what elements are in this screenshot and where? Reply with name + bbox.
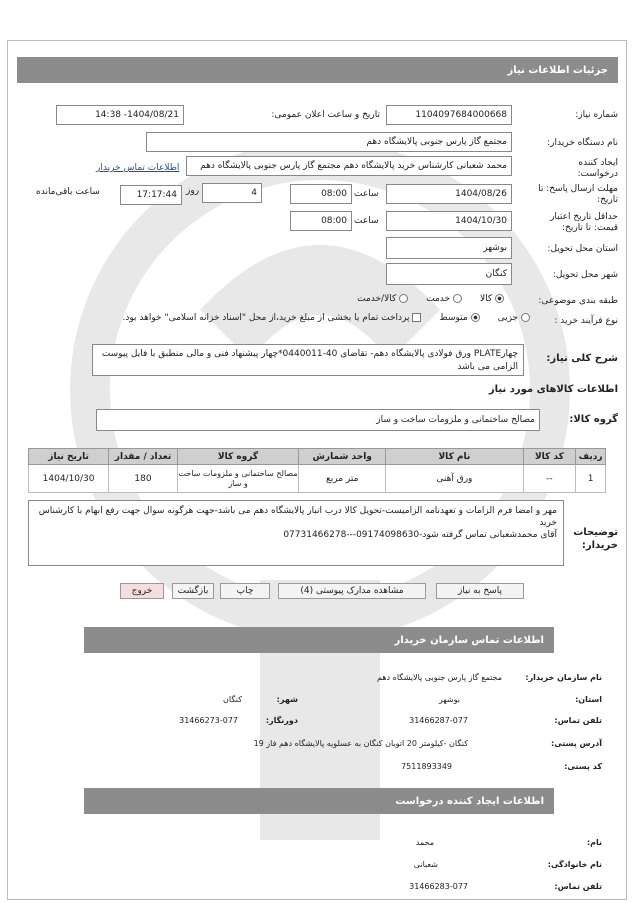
contact-fax-value: 31466273-077 <box>179 716 238 725</box>
col-date: تاریخ نیاز <box>29 449 109 465</box>
process-label: نوع فرآیند خرید : <box>554 316 618 326</box>
notes-label: توضیحات خریدار: <box>573 527 618 551</box>
checkbox-icon <box>412 313 421 322</box>
summary-label: شرح کلی نیاز: <box>546 353 618 364</box>
buyer-contact-link[interactable]: اطلاعات تماس خریدار <box>96 163 180 173</box>
contact-address-label: آدرس پستی: <box>551 739 602 748</box>
table-row[interactable] <box>29 465 606 493</box>
announce-label: تاریخ و ساعت اعلان عمومی: <box>271 110 380 120</box>
print-button[interactable]: چاپ <box>220 583 270 599</box>
remaining-label: ساعت باقی‌مانده <box>36 187 100 197</box>
attachments-button[interactable]: مشاهده مدارک پیوستی (4) <box>278 583 426 599</box>
validity-time-field[interactable]: 08:00 <box>290 211 352 231</box>
cell-group: مصالح ساختمانی و ملزومات ساخت و ساز <box>177 465 298 493</box>
creator-phone-label: تلفن تماس: <box>554 882 602 891</box>
col-quantity: تعداد / مقدار <box>109 449 178 465</box>
deadline-time-label: ساعت <box>354 189 379 199</box>
page-header <box>17 57 618 83</box>
contact-org-label: نام سازمان خریدار: <box>525 673 602 682</box>
exit-button[interactable]: خروج <box>120 583 164 599</box>
contact-fax-label: دورنگار: <box>265 716 298 725</box>
cell-date: 1404/10/30 <box>29 465 109 493</box>
contact-title: اطلاعات تماس سازمان خریدار <box>394 634 544 646</box>
cell-code: -- <box>523 465 576 493</box>
contact-city-label: شهر: <box>276 695 298 704</box>
cell-quantity: 180 <box>109 465 178 493</box>
city-label: شهر محل تحویل: <box>552 270 618 280</box>
validity-date-field[interactable]: 1404/10/30 <box>386 211 512 231</box>
contact-phone-value: 31466287-077 <box>409 716 468 725</box>
deadline-label: مهلت ارسال پاسخ: تا تاریخ: <box>538 184 618 205</box>
province-label: استان محل تحویل: <box>547 244 618 254</box>
process-option-minor[interactable]: جزیی <box>498 313 530 323</box>
deadline-date-field[interactable]: 1404/08/26 <box>386 184 512 204</box>
goods-table <box>28 448 606 493</box>
creator-name-value: محمد <box>415 838 434 847</box>
radio-icon <box>521 313 530 322</box>
deadline-time-field[interactable]: 08:00 <box>290 184 352 204</box>
contact-org-value: مجتمع گاز پارس جنوبی پالایشگاه دهم <box>377 673 502 682</box>
contact-postal-label: کد پستی: <box>564 762 602 771</box>
contact-province-label: استان: <box>575 695 602 704</box>
buyer-label: نام دستگاه خریدار: <box>547 138 618 148</box>
city-field[interactable]: کنگان <box>386 263 512 285</box>
contact-phone-label: تلفن تماس: <box>554 716 602 725</box>
contact-postal-value: 7511893349 <box>401 762 452 771</box>
goods-group-label: گروه کالا: <box>569 414 618 425</box>
page-title: جزئیات اطلاعات نیاز <box>507 64 608 76</box>
radio-icon <box>453 294 462 303</box>
col-row: ردیف <box>576 449 606 465</box>
validity-label: حداقل تاریخ اعتبار قیمت: تا تاریخ: <box>550 212 618 233</box>
radio-icon <box>399 294 408 303</box>
radio-selected-icon <box>471 313 480 322</box>
back-button[interactable]: بازگشت <box>172 583 214 599</box>
creator-info-header <box>84 788 554 814</box>
cell-row: 1 <box>576 465 606 493</box>
category-option-service[interactable]: خدمت <box>426 294 462 304</box>
creator-phone-value: 31466283-077 <box>409 882 468 891</box>
category-option-both[interactable]: کالا/خدمت <box>357 294 408 304</box>
summary-box: چهارPLATE ورق فولادی پالایشگاه دهم- تقاضای 40-0440011*چهار پیشنهاد فنی و مالی منطبق با فایل پیوست الزامی می باشد <box>92 344 524 376</box>
treasury-payment-option[interactable]: پرداخت تمام یا بخشی از مبلغ خرید،از محل "اسناد خزانه اسلامی" خواهد بود. <box>123 313 422 323</box>
col-unit: واحد شمارش <box>299 449 386 465</box>
contact-province-value: بوشهر <box>438 695 460 704</box>
category-option-goods[interactable]: کالا <box>480 294 504 304</box>
contact-address-value: کنگان -کیلومتر 20 اتوبان کنگان به عسلویه پالایشگاه دهم فاز 19 <box>253 739 468 748</box>
notes-line-1: مهر و امضا فرم الزامات و تعهدنامه الزامیست-تحویل کالا درب انبار پالایشگاه دهم می باشد-جهت هرگونه سوال جهت رفع ابهام با کارشناس خرید <box>38 506 557 528</box>
cell-unit: متر مربع <box>299 465 386 493</box>
creator-info-title: اطلاعات ایجاد کننده درخواست <box>395 795 544 807</box>
creator-label: ایجاد کننده درخواست: <box>577 158 618 179</box>
notes-line-2: آقای محمدشعبانی تماس گرفته شود-09174098630---07731466278 <box>283 530 557 540</box>
remaining-field[interactable]: 17:17:44 <box>120 185 182 205</box>
contact-header <box>84 627 554 653</box>
validity-time-label: ساعت <box>354 216 379 226</box>
category-radio-group <box>357 294 504 304</box>
radio-selected-icon <box>495 294 504 303</box>
goods-table-header <box>29 449 606 465</box>
buyer-field[interactable]: مجتمع گاز پارس جنوبی پالایشگاه دهم <box>146 132 512 152</box>
reply-button[interactable]: پاسخ به نیاز <box>436 583 524 599</box>
process-option-medium[interactable]: متوسط <box>439 313 479 323</box>
days-field[interactable]: 4 <box>202 183 262 203</box>
category-label: طبقه بندی موضوعی: <box>538 296 618 306</box>
creator-family-label: نام خانوادگی: <box>547 860 602 869</box>
notes-box <box>28 500 564 566</box>
cell-name: ورق آهنی <box>386 465 523 493</box>
col-name: نام کالا <box>386 449 523 465</box>
need-number-label: شماره نیاز: <box>575 110 618 120</box>
col-code: کد کالا <box>523 449 576 465</box>
goods-section-title: اطلاعات کالاهای مورد نیاز <box>488 384 618 395</box>
process-radio-group <box>123 313 530 323</box>
creator-field[interactable]: محمد شعبانی کارشناس خرید پالایشگاه دهم مجتمع گاز پارس جنوبی پالایشگاه دهم <box>186 156 512 176</box>
announce-field[interactable]: 1404/08/21- 14:38 <box>56 105 184 125</box>
province-field[interactable]: بوشهر <box>386 237 512 259</box>
contact-city-value: کنگان <box>223 695 242 704</box>
creator-name-label: نام: <box>586 838 602 847</box>
days-label: روز <box>186 186 200 196</box>
creator-family-value: شعبانی <box>413 860 438 869</box>
need-number-field[interactable]: 1104097684000668 <box>386 105 512 125</box>
goods-group-field[interactable]: مصالح ساختمانی و ملزومات ساخت و ساز <box>96 409 540 431</box>
col-group: گروه کالا <box>177 449 298 465</box>
